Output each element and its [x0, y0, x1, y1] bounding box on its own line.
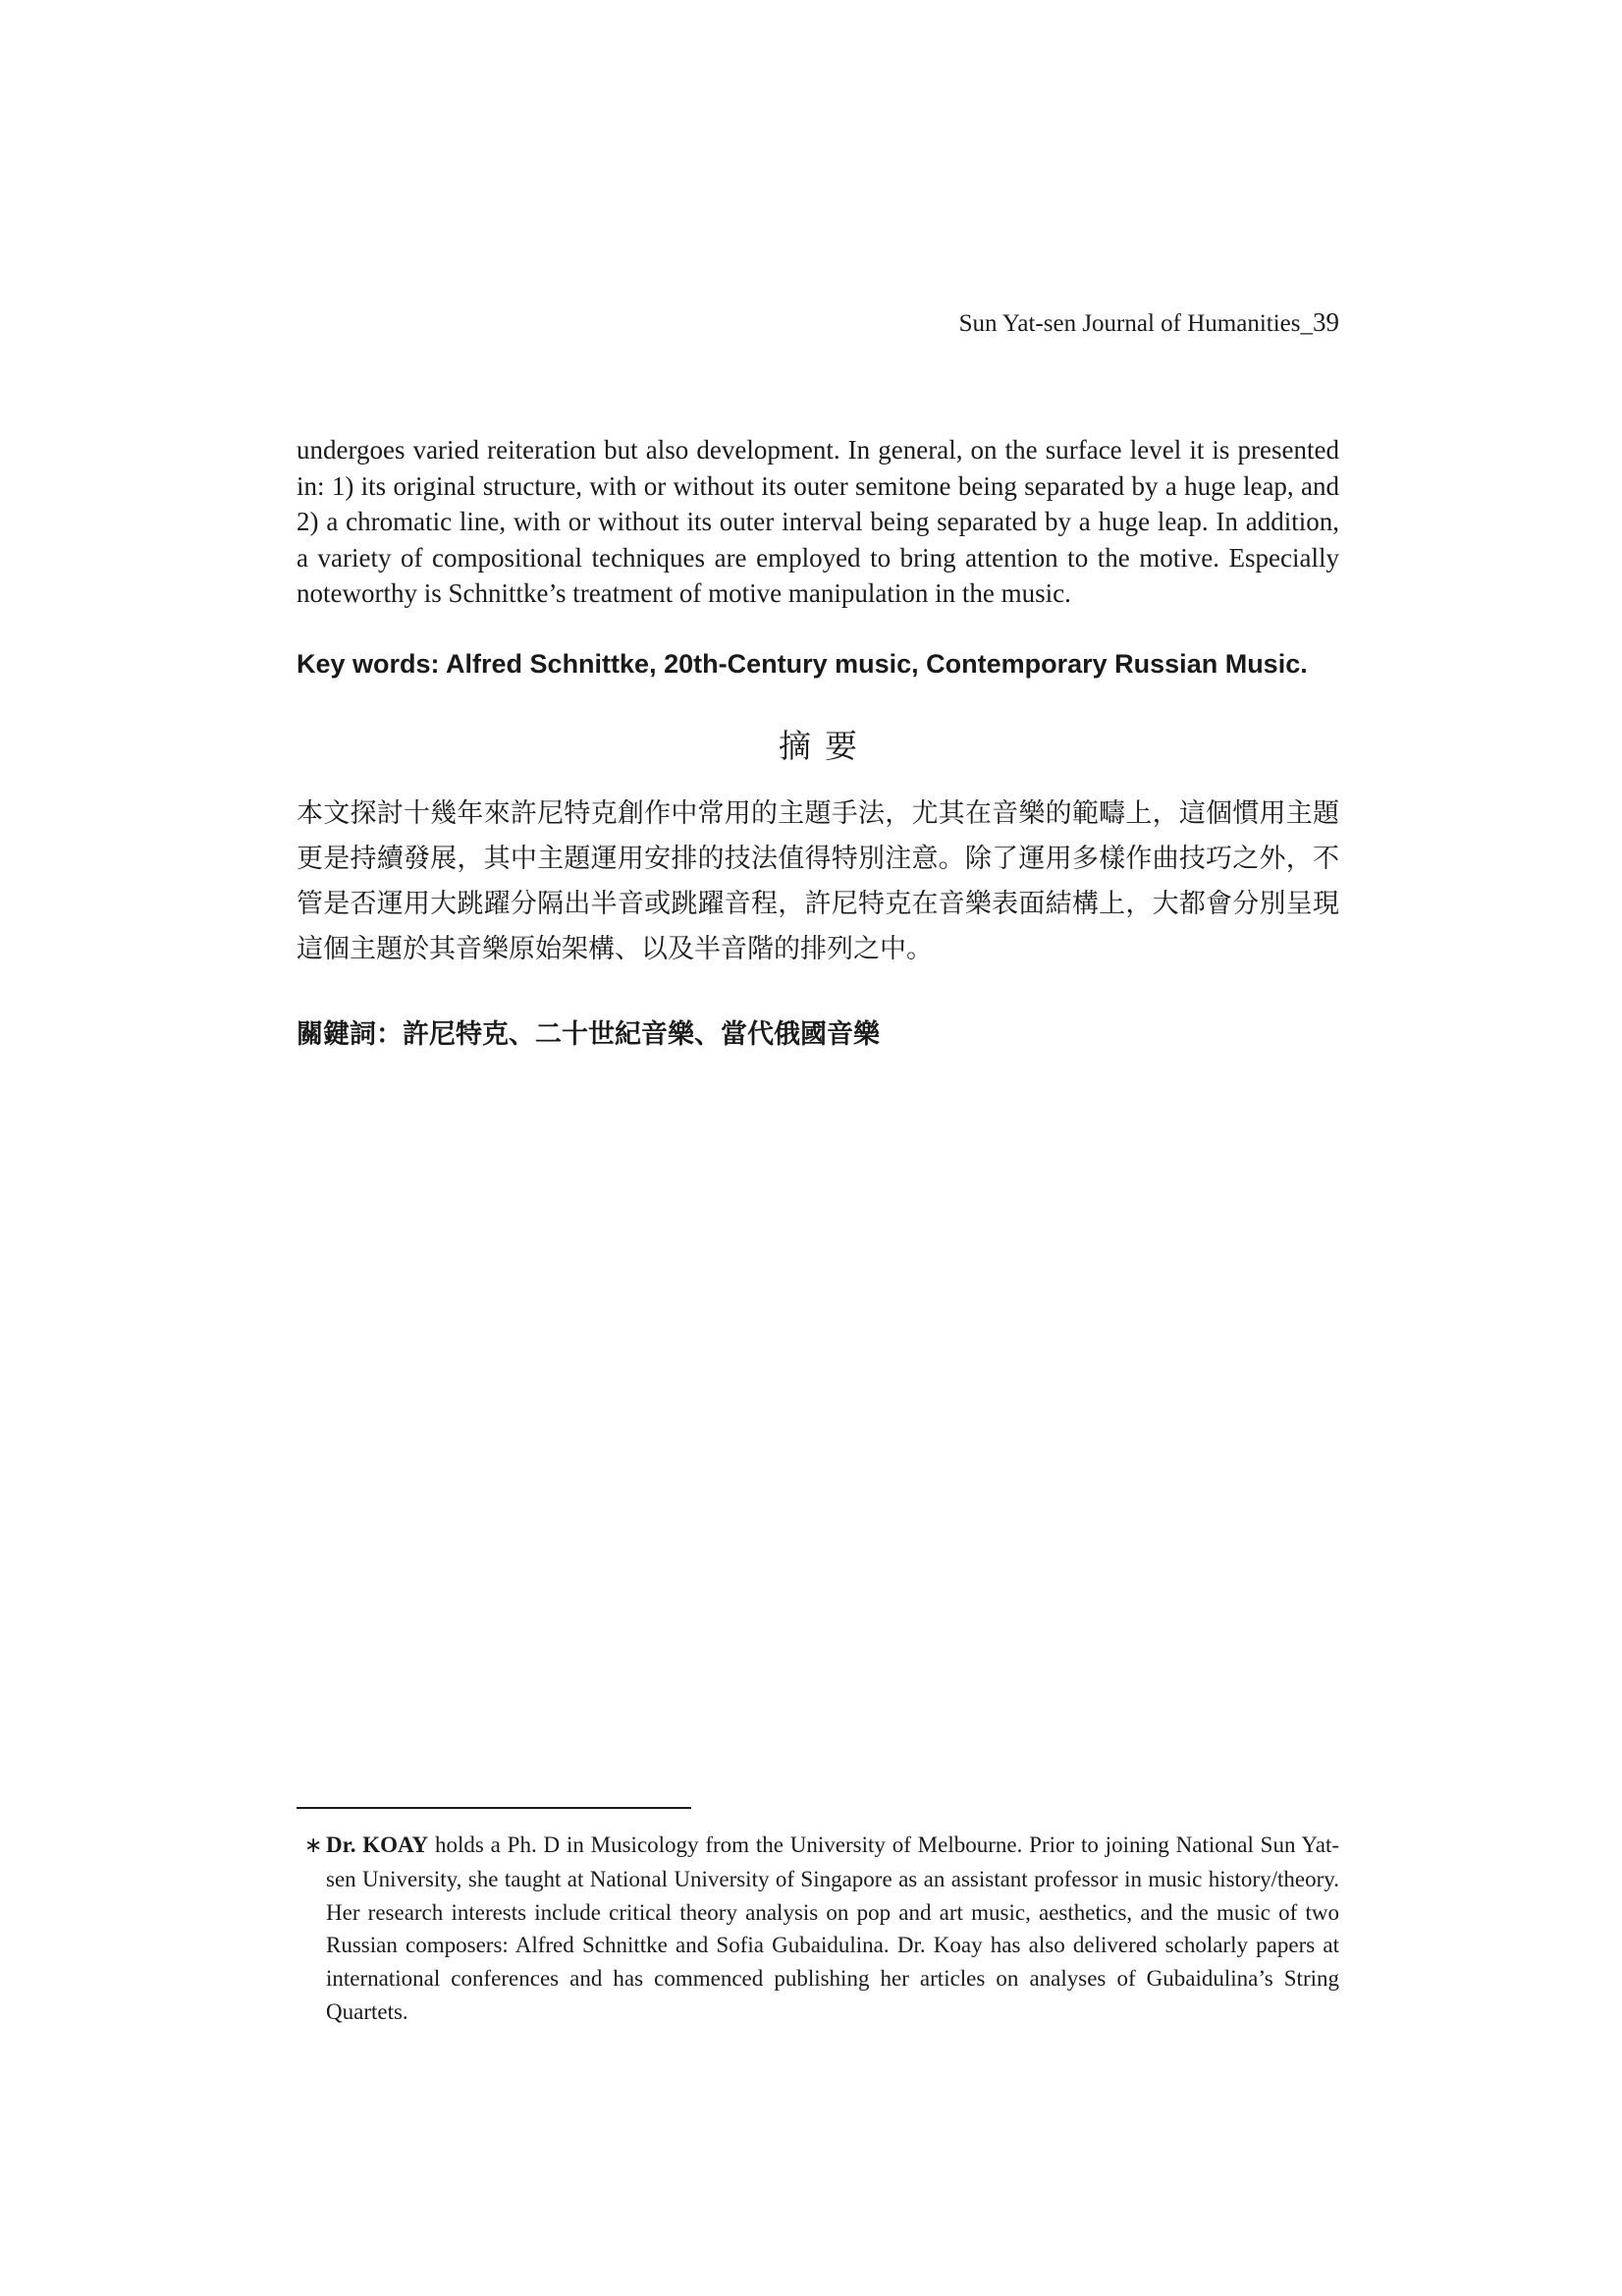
- footnote-marker: ∗: [304, 1833, 323, 1858]
- english-abstract-paragraph: undergoes varied reiteration but also development. In general, on the surface level it is presented in: 1) its original structure, with or without its outer semitone being separated by a huge leap, and 2) a chromatic line, with or without its outer interval being separated by a huge leap. In addition, a variety of compositional techniques are employed to bring attention to the motive. Especially noteworthy is Schnittke’s treatment of motive manipulation in the music.: [297, 435, 1339, 609]
- footnote-divider: [297, 1807, 691, 1809]
- english-keywords: Key words: Alfred Schnittke, 20th-Century music, Contemporary Russian Music.: [297, 649, 1308, 679]
- running-header: [888, 306, 1339, 340]
- footnote-author-name: Dr. KOAY: [326, 1832, 429, 1857]
- footnote-body: holds a Ph. D in Musicology from the University of Melbourne. Prior to joining National Sun Yat-sen University, she taught at National University of Singapore as an assistant professor in music history/theory. Her research interests include critical theory analysis on pop and art music, aesthetics, and the music of two Russian composers: Alfred Schnittke and Sofia Gubaidulina. Dr. Koay has also delivered scholarly papers at international conferences and has commenced publishing her articles on analyses of Gubaidulina’s String Quartets.: [326, 1832, 1339, 2024]
- chinese-abstract-heading: 摘要: [779, 727, 871, 765]
- journal-name: Sun Yat-sen Journal of Humanities_: [958, 310, 1313, 337]
- chinese-abstract-paragraph: 本文探討十幾年來許尼特克創作中常用的主題手法，尤其在音樂的範疇上，這個慣用主題更是持續發展，其中主題運用安排的技法值得特別注意。除了運用多樣作曲技巧之外，不管是否運用大跳躍分隔出半音或跳躍音程，許尼特克在音樂表面結構上，大都會分別呈現這個主題於其音樂原始架構、以及半音階的排列之中。: [297, 798, 1339, 964]
- author-footnote: [304, 1829, 1339, 2029]
- page-number: 39: [1313, 307, 1339, 337]
- chinese-keywords: 關鍵詞：許尼特克、二十世紀音樂、當代俄國音樂: [297, 1019, 880, 1050]
